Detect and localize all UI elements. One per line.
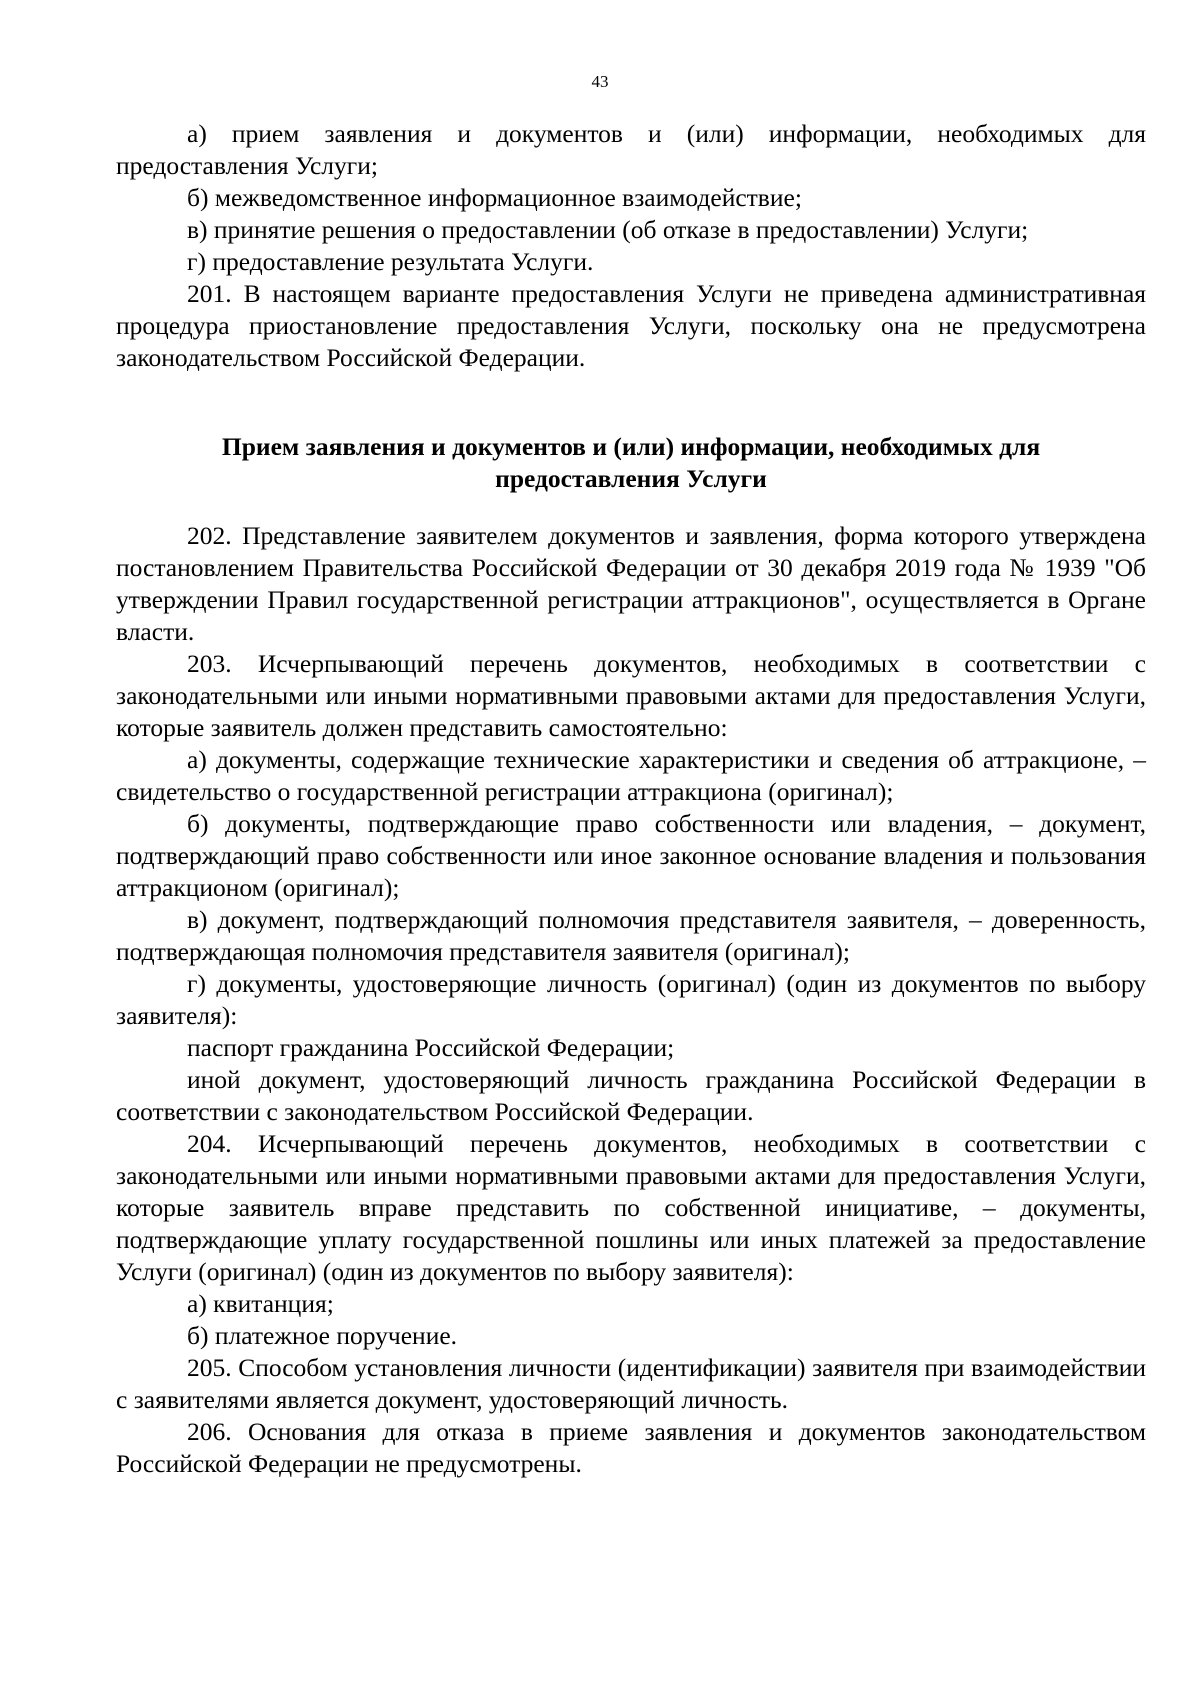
paragraph-204-a: а) квитанция; bbox=[187, 1289, 334, 1318]
paragraph-205: 205. Способом установления личности (идентификации) заявителя при взаимодействии с заявителями является документ, удостоверяющий личность. bbox=[116, 1353, 1146, 1414]
paragraph-other-document: иной документ, удостоверяющий личность гражданина Российской Федерации в соответствии с законодательством Российской Федерации. bbox=[116, 1065, 1146, 1126]
paragraph-item-v: в) принятие решения о предоставлении (об отказе в предоставлении) Услуги; bbox=[187, 215, 1029, 244]
section-heading-line-1: Прием заявления и документов и (или) информации, необходимых для bbox=[221, 432, 1041, 461]
paragraph-203-b: б) документы, подтверждающие право собственности или владения, – документ, подтверждающий право собственности или иное законное основание владения и пользования аттракционом (оригинал); bbox=[116, 809, 1146, 902]
paragraph-203-a: а) документы, содержащие технические характеристики и сведения об аттракционе, – свидетельство о государственной регистрации аттракциона (оригинал); bbox=[116, 745, 1146, 806]
paragraph-202: 202. Представление заявителем документов и заявления, форма которого утверждена постановлением Правительства Российской Федерации от 30 декабря 2019 года № 1939 "Об утверждении Правил государственной регистрации аттракционов", осуществляется в Органе власти. bbox=[116, 521, 1146, 646]
paragraph-passport: паспорт гражданина Российской Федерации; bbox=[187, 1033, 675, 1062]
section-heading-line-2: предоставления Услуги bbox=[495, 464, 767, 493]
paragraph-204: 204. Исчерпывающий перечень документов, необходимых в соответствии с законодательными или иными нормативными правовыми актами для предоставления Услуги, которые заявитель вправе представить по собственной инициативе, – документы, подтверждающие уплату государственной пошлины или иных платежей за предоставление Услуги (оригинал) (один из документов по выбору заявителя): bbox=[116, 1129, 1146, 1286]
paragraph-item-a: а) прием заявления и документов и (или) информации, необходимых для предоставления Услуги; bbox=[116, 119, 1146, 180]
section-heading bbox=[116, 431, 1146, 495]
page-number: 43 bbox=[591, 72, 609, 91]
paragraph-204-b: б) платежное поручение. bbox=[187, 1321, 458, 1350]
paragraph-206: 206. Основания для отказа в приеме заявления и документов законодательством Российской Федерации не предусмотрены. bbox=[116, 1417, 1146, 1478]
document-body bbox=[116, 118, 1146, 1480]
paragraph-203-v: в) документ, подтверждающий полномочия представителя заявителя, – доверенность, подтверждающая полномочия представителя заявителя (оригинал); bbox=[116, 905, 1146, 966]
paragraph-201: 201. В настоящем варианте предоставления Услуги не приведена административная процедура приостановление предоставления Услуги, поскольку она не предусмотрена законодательством Российской Федерации. bbox=[116, 279, 1146, 372]
paragraph-203-g: г) документы, удостоверяющие личность (оригинал) (один из документов по выбору заявителя): bbox=[116, 969, 1146, 1030]
paragraph-item-g: г) предоставление результата Услуги. bbox=[187, 247, 594, 276]
paragraph-item-b: б) межведомственное информационное взаимодействие; bbox=[187, 183, 802, 212]
paragraph-203: 203. Исчерпывающий перечень документов, необходимых в соответствии с законодательными или иными нормативными правовыми актами для предоставления Услуги, которые заявитель должен представить самостоятельно: bbox=[116, 649, 1146, 742]
